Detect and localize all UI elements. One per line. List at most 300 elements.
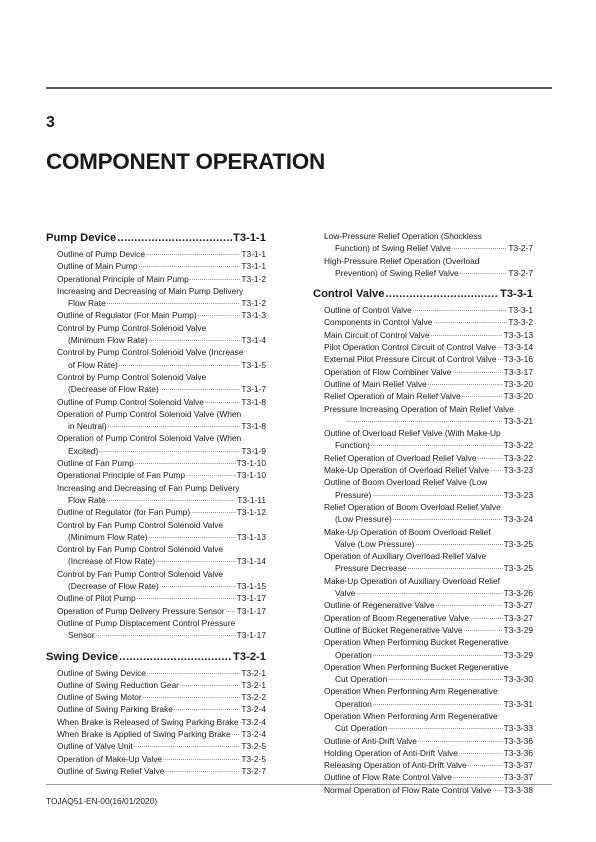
entry-last-line [57, 765, 266, 777]
entry-title: Outline of Control Valve [324, 305, 412, 316]
dot-leader [107, 494, 237, 506]
entry-title: Main Circuit of Control Valve [324, 329, 430, 340]
entry-page: T3-3-23 [503, 465, 533, 476]
entry-title: When Brake is Applied of Swing Parking Brake [57, 728, 231, 739]
entry-title-line: Control by Fan Pump Control Solenoid Valve [57, 568, 224, 579]
entry-page: T3-1-8 [241, 396, 266, 407]
toc-entry[interactable] [46, 617, 266, 642]
entry-page: T3-1-17 [236, 630, 266, 641]
entry-last-line [57, 716, 266, 728]
toc-entry[interactable] [313, 230, 533, 255]
entry-last-line [57, 740, 266, 752]
toc-entry[interactable] [46, 469, 266, 481]
entry-page: T3-3-31 [503, 698, 533, 709]
dot-leader [373, 649, 503, 661]
entry-title: Relief Operation of Main Relief Valve [324, 391, 461, 402]
entry-page: T3-1-14 [236, 556, 266, 567]
entry-last-line [57, 334, 266, 346]
entry-page: T3-1-3 [241, 310, 266, 321]
entry-last-line [57, 506, 266, 518]
dot-leader [205, 396, 240, 408]
dot-leader [478, 452, 503, 464]
entry-title: (Decrease of Flow Rate) [68, 384, 159, 395]
section-title: Swing Device [46, 650, 119, 663]
dot-leader [436, 599, 503, 611]
toc-entry[interactable] [313, 427, 533, 452]
entry-last-line [57, 494, 266, 506]
toc-entry[interactable] [313, 710, 533, 735]
entry-page: T3-2-4 [241, 716, 266, 727]
entry-page: T3-2-4 [241, 704, 266, 715]
toc-entry[interactable] [313, 771, 533, 783]
dot-leader [462, 390, 503, 402]
chapter-title: COMPONENT OPERATION [46, 149, 325, 174]
entry-last-line [57, 445, 266, 457]
dot-leader [180, 679, 240, 691]
entry-page: T3-1-8 [241, 421, 266, 432]
toc-section-heading[interactable] [46, 227, 266, 244]
entry-page: T3-3-25 [503, 538, 533, 549]
entry-last-line [57, 457, 266, 469]
toc-entry[interactable] [313, 661, 533, 686]
dot-leader [174, 703, 240, 715]
toc-entry[interactable] [46, 728, 266, 740]
entry-last-line [324, 649, 533, 661]
dot-leader [431, 329, 503, 341]
dot-leader [143, 691, 241, 703]
entry-page: T3-1-2 [241, 273, 266, 284]
entry-title: Sensor [68, 630, 95, 641]
entry-title: Releasing Operation of Anti-Drift Valve [324, 760, 467, 771]
dot-leader [468, 759, 503, 771]
entry-title: Operational Principle of Fan Pump [57, 470, 186, 481]
toc-entry[interactable] [313, 636, 533, 661]
dot-leader [135, 457, 236, 469]
toc-right-column [313, 230, 533, 796]
entry-title-line: High-Pressure Relief Operation (Overload [324, 255, 480, 266]
dot-leader [139, 260, 241, 272]
entry-last-line [57, 273, 266, 285]
entry-title: Outline of Swing Device [57, 667, 146, 678]
entry-page: T3-3-26 [503, 588, 533, 599]
entry-title-line: Increasing and Decreasing of Main Pump Delivery [57, 285, 244, 296]
entry-last-line [324, 452, 533, 464]
entry-last-line [324, 316, 533, 328]
dot-leader [372, 489, 502, 501]
entry-page: T3-3-24 [503, 514, 533, 525]
dot-leader [186, 469, 236, 481]
toc-entry[interactable] [313, 316, 533, 328]
entry-last-line [57, 753, 266, 765]
toc-entry[interactable] [46, 740, 266, 752]
section-page: T3-1-1 [233, 232, 266, 244]
entry-title: Function) of Swing Relief Valve [335, 243, 451, 254]
entry-page: T3-1-11 [237, 494, 266, 505]
entry-title: Operation of Flow Combiner Valve [324, 366, 452, 377]
entry-page: T3-1-13 [236, 531, 266, 542]
entry-title-line: Control by Pump Control Solenoid Valve [57, 371, 207, 382]
entry-last-line [57, 605, 266, 617]
entry-last-line [57, 629, 266, 641]
dot-leader [163, 753, 240, 765]
dot-leader [346, 415, 503, 427]
entry-last-line [324, 329, 533, 341]
entry-title-line: Make-Up Operation of Boom Overload Relief [324, 526, 491, 537]
entry-title: Outline of Main Pump [57, 261, 138, 272]
dot-leader [149, 334, 241, 346]
entry-page: T3-3-36 [503, 735, 533, 746]
toc-entry[interactable] [46, 285, 266, 310]
dot-leader [191, 506, 236, 518]
entry-title: Components in Control Valve [324, 317, 433, 328]
toc-entry[interactable] [46, 506, 266, 518]
entry-page: T3-2-7 [508, 243, 533, 254]
entry-page: T3-1-7 [241, 384, 266, 395]
toc-entry[interactable] [46, 765, 266, 777]
entry-title-line: Low-Pressure Relief Operation (Shockless [324, 231, 482, 241]
entry-last-line [324, 747, 533, 759]
toc-entry[interactable] [46, 543, 266, 568]
entry-last-line [324, 267, 533, 279]
entry-last-line [57, 248, 266, 260]
toc-entry[interactable] [46, 568, 266, 593]
entry-title: Outline of Bucket Regenerative Valve [324, 624, 463, 635]
toc-entry[interactable] [313, 464, 533, 476]
toc-entry[interactable] [46, 396, 266, 408]
entry-title: Make-Up Operation of Overload Relief Valve [324, 465, 490, 476]
entry-title: Function) [335, 440, 370, 451]
dot-leader [415, 538, 502, 550]
entry-last-line [57, 260, 266, 272]
entry-title: Outline of Swing Motor [57, 692, 142, 703]
entry-title-line: Outline of Pump Displacement Control Pressure [57, 617, 236, 628]
dot-leader [137, 592, 236, 604]
toc-entry[interactable] [313, 685, 533, 710]
toc-entry[interactable] [46, 679, 266, 691]
entry-page: T3-2-1 [241, 667, 266, 678]
entry-title: External Pilot Pressure Circuit of Control Valve [324, 354, 497, 365]
entry-title: Prevention) of Swing Relief Valve [335, 267, 459, 278]
toc-entry[interactable] [46, 667, 266, 679]
entry-last-line [324, 489, 533, 501]
entry-title: in Neutral) [68, 421, 107, 432]
entry-title: Outline of Pump Device [57, 249, 145, 259]
entry-title: Relief Operation of Overload Relief Valve [324, 452, 477, 463]
entry-title: Operation of Boom Regenerative Valve [324, 612, 470, 623]
toc-entry[interactable] [46, 260, 266, 272]
toc-entry[interactable] [313, 501, 533, 526]
entry-last-line [57, 469, 266, 481]
entry-title: Pressure) [335, 489, 372, 500]
toc-entry[interactable] [313, 599, 533, 611]
entry-last-line [57, 592, 266, 604]
entry-page: T3-3-20 [503, 391, 533, 402]
entry-page: T3-1-17 [236, 605, 266, 616]
dot-leader [498, 353, 503, 365]
entry-title: Outline of Swing Relief Valve [57, 765, 165, 776]
entry-title: Outline of Regenerative Valve [324, 600, 435, 611]
entry-page: T3-3-21 [503, 415, 533, 426]
entry-page: T3-3-30 [503, 674, 533, 685]
chapter-number: 3 [46, 114, 55, 131]
entry-last-line [324, 341, 533, 353]
section-title: Control Valve [313, 288, 385, 301]
entry-last-line [324, 562, 533, 574]
entry-title: Outline of Regulator (For Main Pump) [57, 310, 197, 321]
entry-page: T3-2-4 [241, 728, 266, 739]
dot-leader [119, 651, 232, 663]
entry-page: T3-3-22 [503, 440, 533, 451]
entry-last-line [57, 309, 266, 321]
dot-leader [373, 698, 503, 710]
dot-leader [156, 555, 236, 567]
entry-last-line [324, 624, 533, 636]
dot-leader [134, 740, 241, 752]
dot-leader [433, 316, 507, 328]
entry-title: Outline of Anti-Drift Valve [324, 735, 417, 746]
entry-last-line [324, 771, 533, 783]
entry-last-line [57, 667, 266, 679]
toc-entry[interactable] [313, 341, 533, 353]
toc-entry[interactable] [313, 747, 533, 759]
dot-leader [371, 439, 503, 451]
toc-entry[interactable] [313, 575, 533, 600]
dot-leader [147, 667, 240, 679]
toc-entry[interactable] [313, 255, 533, 280]
dot-leader [490, 464, 503, 476]
entry-last-line [324, 759, 533, 771]
entry-title: (Minimum Flow Rate) [68, 531, 148, 542]
entry-title: Outline of Main Relief Valve [324, 378, 427, 389]
document-code: TOJAQ51-EN-00(16/01/2020) [46, 796, 158, 806]
entry-title-line: Increasing and Decreasing of Fan Pump Delivery [57, 482, 240, 493]
dot-leader [428, 378, 503, 390]
entry-page: T3-3-13 [503, 329, 533, 340]
entry-page: T3-3-27 [503, 612, 533, 623]
toc-entry[interactable] [46, 309, 266, 321]
entry-last-line [324, 304, 533, 316]
toc-entry[interactable] [46, 432, 266, 457]
entry-last-line [57, 297, 266, 309]
entry-title-line: Operation When Performing Bucket Regenerative [324, 661, 509, 672]
entry-last-line [324, 242, 533, 254]
entry-title-line: Outline of Overload Relief Valve (With Make-Up [324, 428, 501, 439]
dot-leader [464, 624, 503, 636]
entry-last-line [324, 784, 533, 796]
toc-entry[interactable] [313, 304, 533, 316]
toc-entry[interactable] [313, 624, 533, 636]
entry-last-line [324, 464, 533, 476]
dot-leader [160, 580, 236, 592]
entry-last-line [324, 698, 533, 710]
toc-entry[interactable] [46, 457, 266, 469]
entry-title-line: Pressure Increasing Operation of Main Relief Valve [324, 403, 514, 414]
dot-leader [418, 735, 503, 747]
entry-title: Outline of Pump Control Solenoid Valve [57, 396, 204, 407]
entry-title: Pressure Decrease [335, 563, 407, 574]
toc-entry[interactable] [46, 408, 266, 433]
entry-title: (Increase of Flow Rate) [68, 556, 156, 567]
section-title: Pump Device [46, 232, 117, 244]
entry-last-line [324, 439, 533, 451]
entry-page: T3-3-38 [503, 784, 533, 795]
dot-leader [356, 587, 502, 599]
toc-entry[interactable] [313, 353, 533, 365]
entry-page: T3-1-10 [236, 470, 266, 481]
entry-page: T3-1-12 [236, 507, 266, 518]
toc-entry[interactable] [46, 273, 266, 285]
toc-entry[interactable] [46, 716, 266, 728]
toc-entry[interactable] [313, 476, 533, 501]
toc-entry[interactable] [46, 753, 266, 765]
dot-leader [198, 309, 241, 321]
dot-leader [393, 513, 503, 525]
section-page: T3-2-1 [233, 650, 266, 663]
entry-last-line [324, 390, 533, 402]
entry-page: T3-2-2 [241, 692, 266, 703]
entry-last-line [324, 366, 533, 378]
dot-leader [386, 288, 500, 300]
dot-leader [470, 612, 503, 624]
dot-leader [459, 747, 503, 759]
entry-title-line: Control by Fan Pump Control Solenoid Valve [57, 519, 224, 530]
dot-leader [96, 629, 236, 641]
entry-page: T3-1-15 [236, 581, 266, 592]
entry-title-line: Operation When Performing Bucket Regenerative [324, 637, 509, 648]
toc-entry[interactable] [313, 366, 533, 378]
entry-title-line: Operation When Performing Arm Regenerative [324, 686, 498, 697]
dot-leader [452, 366, 502, 378]
entry-title-line: Operation When Performing Arm Regenerative [324, 710, 498, 721]
toc-entry[interactable] [313, 735, 533, 747]
entry-title: Valve [335, 588, 356, 599]
dot-leader [388, 673, 503, 685]
entry-page: T3-3-14 [503, 342, 533, 353]
entry-title: (Minimum Flow Rate) [68, 335, 148, 346]
entry-title: of Flow Rate) [68, 359, 118, 370]
entry-last-line [324, 353, 533, 365]
entry-title: Valve (Low Pressure) [335, 538, 415, 549]
toc-entry[interactable] [313, 403, 533, 428]
entry-last-line [57, 359, 266, 371]
dot-leader [492, 784, 502, 796]
toc-entry[interactable] [313, 784, 533, 796]
entry-title-line: Operation of Auxiliary Overload Relief Valve [324, 551, 487, 562]
entry-page: T3-1-10 [236, 458, 266, 469]
toc-entry[interactable] [313, 390, 533, 402]
toc-entry[interactable] [46, 248, 266, 260]
entry-title: Outline of Valve Unit [57, 741, 133, 752]
toc-entry[interactable] [313, 759, 533, 771]
entry-last-line [324, 722, 533, 734]
dot-leader [119, 359, 241, 371]
entry-page: T3-3-16 [503, 354, 533, 365]
entry-title: (Decrease of Flow Rate) [68, 581, 159, 592]
entry-page: T3-2-7 [241, 765, 266, 776]
dot-leader [165, 765, 240, 777]
entry-title: Holding Operation of Anti-Drift Valve [324, 747, 458, 758]
entry-title: Operation [335, 649, 372, 660]
section-page: T3-3-1 [500, 288, 533, 301]
entry-title-line: Control by Pump Control Solenoid Valve (Increase [57, 347, 244, 358]
entry-page: T3-1-9 [241, 445, 266, 456]
dot-leader [117, 232, 232, 244]
toc-section-heading[interactable] [313, 283, 533, 300]
entry-title: (Low Pressure) [335, 514, 392, 525]
entry-last-line [324, 673, 533, 685]
entry-last-line [324, 538, 533, 550]
entry-title: Outline of Flow Rate Control Valve [324, 772, 452, 783]
toc-entry[interactable] [46, 519, 266, 544]
entry-title: Operation of Pump Delivery Pressure Sensor [57, 605, 225, 616]
toc-entry[interactable] [46, 371, 266, 396]
dot-leader [232, 728, 241, 740]
toc-section-heading[interactable] [46, 646, 266, 663]
entry-title: Cut Operation [335, 674, 388, 685]
entry-last-line [57, 383, 266, 395]
entry-last-line [324, 587, 533, 599]
toc-entry[interactable] [313, 329, 533, 341]
entry-last-line [324, 415, 533, 427]
toc-entry[interactable] [313, 612, 533, 624]
toc-entry[interactable] [313, 378, 533, 390]
dot-leader [460, 267, 508, 279]
dot-leader [452, 242, 508, 254]
entry-title-line: Control by Pump Control Solenoid Valve [57, 322, 207, 333]
toc-entry[interactable] [46, 346, 266, 371]
entry-page: T3-3-20 [503, 378, 533, 389]
dot-leader [108, 420, 241, 432]
toc-entry[interactable] [46, 322, 266, 347]
toc-entry[interactable] [313, 526, 533, 551]
entry-page: T3-1-5 [241, 359, 266, 370]
toc-entry[interactable] [46, 482, 266, 507]
dot-leader [149, 531, 236, 543]
entry-title: Flow Rate [68, 298, 106, 309]
dot-leader [146, 248, 240, 260]
dot-leader [160, 383, 241, 395]
toc-entry[interactable] [46, 691, 266, 703]
dot-leader [240, 716, 241, 728]
entry-last-line [57, 580, 266, 592]
entry-last-line [324, 599, 533, 611]
entry-page: T3-1-2 [241, 298, 266, 309]
entry-page: T3-1-1 [241, 249, 266, 259]
entry-title: Operation of Make-Up Valve [57, 753, 163, 764]
header-rule [46, 87, 552, 89]
entry-page: T3-3-29 [503, 649, 533, 660]
entry-page: T3-3-33 [503, 723, 533, 734]
dot-leader [413, 304, 508, 316]
toc-entry[interactable] [46, 703, 266, 715]
toc-entry[interactable] [46, 605, 266, 617]
toc-entry[interactable] [46, 592, 266, 604]
entry-title: When Brake is Released of Swing Parking Brake [57, 716, 239, 727]
entry-title: Outline of Regulator (for Fan Pump) [57, 507, 191, 518]
entry-last-line [57, 728, 266, 740]
entry-title: Operation [335, 698, 372, 709]
entry-title-line: Relief Operation of Boom Overload Relief Valve [324, 501, 501, 512]
entry-page: T3-3-17 [503, 366, 533, 377]
entry-page: T3-3-29 [503, 624, 533, 635]
entry-last-line [57, 679, 266, 691]
entry-last-line [324, 612, 533, 624]
entry-page: T3-3-23 [503, 489, 533, 500]
toc-entry[interactable] [313, 452, 533, 464]
entry-title: Outline of Pilot Pump [57, 593, 136, 604]
entry-title: Outline of Fan Pump [57, 458, 134, 469]
toc-entry[interactable] [313, 550, 533, 575]
